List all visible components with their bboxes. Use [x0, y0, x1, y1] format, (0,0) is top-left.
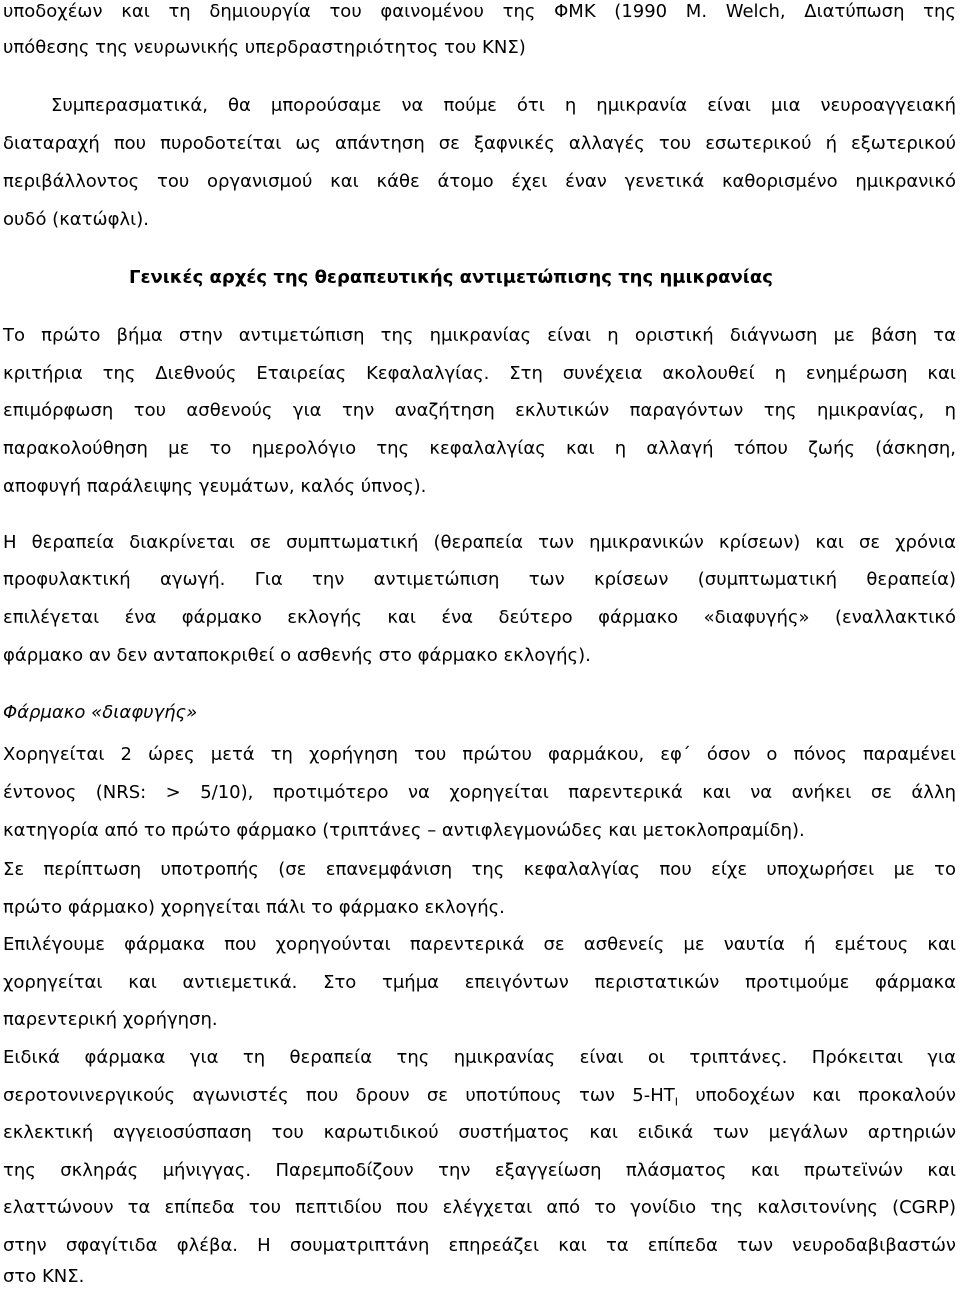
- paragraph-intro-line-1: υποδοχέων και τη δημιουργία του φαινομένου της ΦΜΚ (1990 Μ. Welch, Διατύπωση της: [3, 1, 956, 22]
- receptor-subscript: I: [674, 1095, 679, 1109]
- paragraph-treatment-line-3: επιλέγεται ένα φάρμακο εκλογής και ένα δεύτερο φάρμακο «διαφυγής» (εναλλακτικό: [3, 607, 956, 628]
- paragraph-first-step-line-5: αποφυγή παράλειψης γευμάτων, καλός ύπνος).: [3, 476, 427, 497]
- paragraph-first-step-line-3: επιμόρφωση του ασθενούς για την αναζήτηση εκλυτικών παραγόντων της ημικρανίας, η: [3, 400, 956, 421]
- paragraph-conclusion-line-3: περιβάλλοντος του οργανισμού και κάθε άτομο έχει έναν γενετικά καθορισμένο ημικρανικό: [3, 171, 956, 192]
- paragraph-triptans-line-5: ελαττώνουν τα επίπεδα του πεπτιδίου που ελέγχεται από το γονίδιο της καλσιτονίνης (CGRP): [3, 1197, 956, 1218]
- paragraph-conclusion-line-1: Συμπερασματικά, θα μπορούσαμε να πούμε ότι η ημικρανία είναι μια νευροαγγειακή: [51, 95, 956, 116]
- paragraph-escape-line-1: Χορηγείται 2 ώρες μετά τη χορήγηση του πρώτου φαρμάκου, εφ΄ όσον ο πόνος παραμένει: [3, 744, 956, 765]
- paragraph-conclusion-line-4: ουδό (κατώφλι).: [3, 209, 149, 230]
- paragraph-first-step-line-2: κριτήρια της Διεθνούς Εταιρείας Κεφαλαλγίας. Στη συνέχεια ακολουθεί η ενημέρωση και: [3, 363, 956, 384]
- paragraph-relapse-line-1: Σε περίπτωση υποτροπής (σε επανεμφάνιση της κεφαλαλγίας που είχε υποχωρήσει με το: [3, 859, 956, 880]
- triptans-line-2-start: σεροτονινεργικούς αγωνιστές που δρουν σε υποτύπους των 5-HT: [3, 1085, 675, 1106]
- section-heading: Γενικές αρχές της θεραπευτικής αντιμετώπισης της ημικρανίας: [129, 267, 773, 288]
- triptans-line-2-end: υποδοχέων και προκαλούν: [678, 1085, 956, 1106]
- paragraph-parenteral-line-2: χορηγείται και αντιεμετικά. Στο τμήμα επειγόντων περιστατικών προτιμούμε φάρμακα: [3, 972, 956, 993]
- paragraph-relapse-line-2: πρώτο φάρμακο) χορηγείται πάλι το φάρμακο εκλογής.: [3, 897, 505, 918]
- paragraph-first-step-line-4: παρακολούθηση με το ημερολόγιο της κεφαλαλγίας και η αλλαγή τόπου ζωής (άσκηση,: [3, 438, 956, 459]
- paragraph-treatment-line-1: Η θεραπεία διακρίνεται σε συμπτωματική (θεραπεία των ημικρανικών κρίσεων) και σε χρόνια: [3, 532, 956, 553]
- subheading-escape-drug: Φάρμακο «διαφυγής»: [3, 702, 198, 723]
- paragraph-conclusion-line-2: διαταραχή που πυροδοτείται ως απάντηση σε ξαφνικές αλλαγές του εσωτερικού ή εξωτερικού: [3, 133, 956, 154]
- paragraph-triptans-line-3: εκλεκτική αγγειοσύσπαση του καρωτιδικού συστήματος και ειδικά των μεγάλων αρτηριών: [3, 1122, 956, 1143]
- paragraph-treatment-line-4: φάρμακο αν δεν ανταποκριθεί ο ασθενής στο φάρμακο εκλογής).: [3, 645, 591, 666]
- paragraph-parenteral-line-3: παρεντερική χορήγηση.: [3, 1009, 218, 1030]
- paragraph-triptans-line-4: της σκληράς μήνιγγας. Παρεμποδίζουν την εξαγγείωση πλάσματος και πρωτεϊνών και: [3, 1160, 956, 1181]
- paragraph-parenteral-line-1: Επιλέγουμε φάρμακα που χορηγούνται παρεντερικά σε ασθενείς με ναυτία ή εμέτους και: [3, 934, 956, 955]
- paragraph-escape-line-3: κατηγορία από το πρώτο φάρμακο (τριπτάνες – αντιφλεγμονώδες και μετοκλοπραμίδη).: [3, 820, 805, 841]
- paragraph-first-step-line-1: Το πρώτο βήμα στην αντιμετώπιση της ημικρανίας είναι η οριστική διάγνωση με βάση τα: [3, 325, 956, 346]
- paragraph-triptans-line-1: Ειδικά φάρμακα για τη θεραπεία της ημικρανίας είναι οι τριπτάνες. Πρόκειται για: [3, 1047, 956, 1068]
- paragraph-triptans-line-6: στην σφαγίτιδα φλέβα. Η σουματριπτάνη επηρεάζει και τα επίπεδα των νευροδαβιβαστών: [3, 1235, 956, 1256]
- paragraph-triptans-line-7: στο ΚΝΣ.: [3, 1266, 85, 1287]
- paragraph-intro-line-2: υπόθεσης της νευρωνικής υπερδραστηριότητος του ΚΝΣ): [3, 37, 526, 58]
- paragraph-treatment-line-2: προφυλακτική αγωγή. Για την αντιμετώπιση των κρίσεων (συμπτωματική θεραπεία): [3, 569, 956, 590]
- paragraph-escape-line-2: έντονος (NRS: > 5/10), προτιμότερο να χορηγείται παρεντερικά και να ανήκει σε άλλη: [3, 782, 956, 803]
- paragraph-triptans-line-2: [3, 1084, 956, 1108]
